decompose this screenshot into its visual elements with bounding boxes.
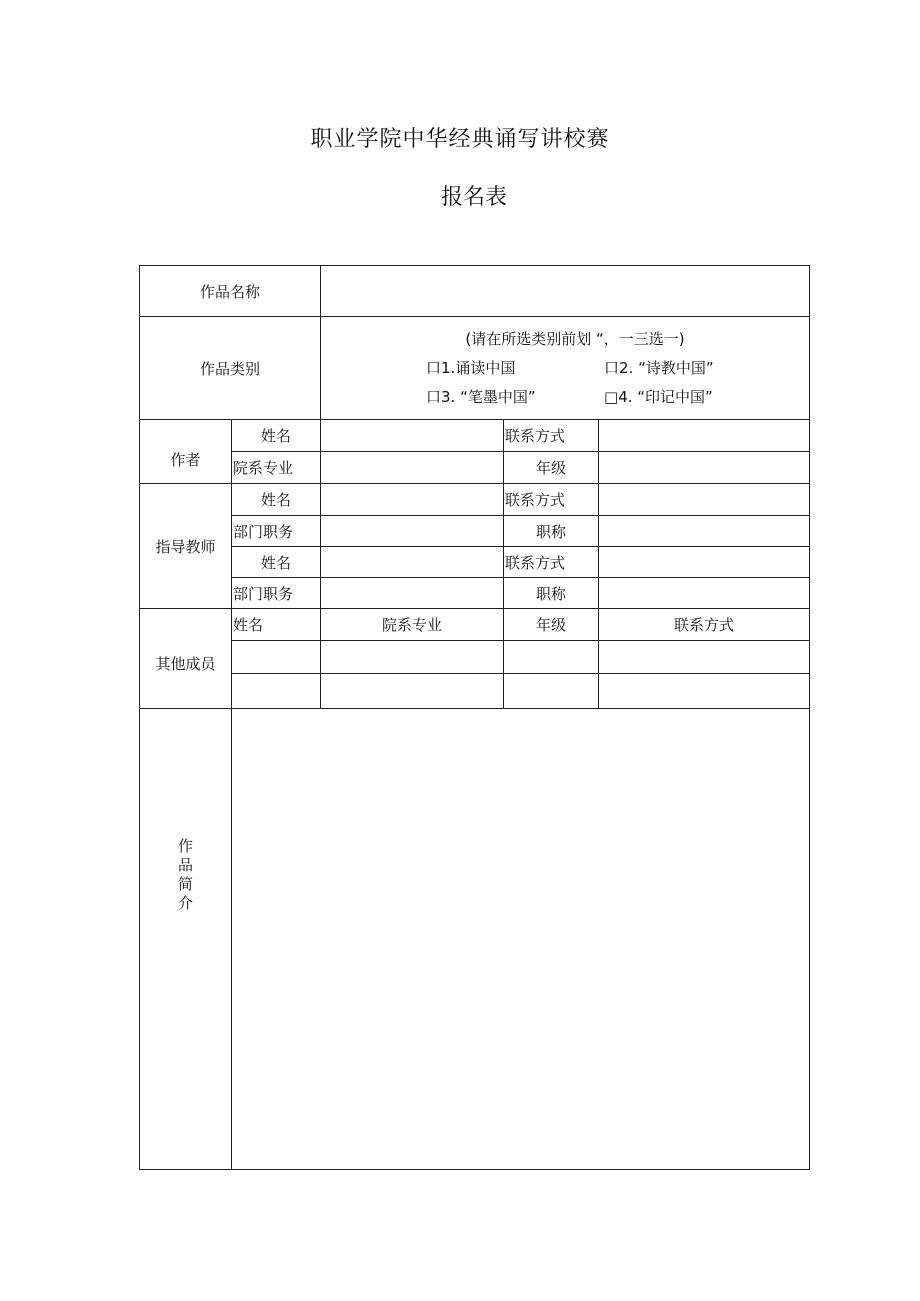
author-row-1 bbox=[140, 420, 810, 452]
teacher-row-2 bbox=[140, 516, 810, 547]
work-name-row bbox=[140, 266, 810, 317]
members-header-grade: 年级 bbox=[504, 609, 599, 641]
author-grade-field[interactable] bbox=[599, 452, 810, 484]
member1-contact-field[interactable] bbox=[599, 641, 810, 674]
work-name-field[interactable] bbox=[321, 266, 810, 317]
option-recite-checkbox[interactable]: 口1.诵读中国 bbox=[426, 358, 516, 377]
members-header-name: 姓名 bbox=[232, 609, 321, 641]
work-category-row bbox=[140, 317, 810, 420]
page-subtitle: 报名表 bbox=[440, 185, 507, 210]
author-name-label: 姓名 bbox=[232, 420, 321, 452]
author-contact-field[interactable] bbox=[599, 420, 810, 452]
member1-grade-field[interactable] bbox=[504, 641, 599, 674]
work-category-options bbox=[321, 317, 810, 420]
intro-label: 作品简介 bbox=[177, 837, 193, 912]
members-header-row bbox=[140, 609, 810, 641]
teacher1-title-label: 职称 bbox=[504, 516, 599, 547]
teacher2-contact-field[interactable] bbox=[599, 547, 810, 578]
category-instruction: (请在所选类别前划 “，一三选一) bbox=[465, 329, 685, 348]
teacher-row-3 bbox=[140, 547, 810, 578]
teacher2-title-label: 职称 bbox=[504, 578, 599, 609]
teacher1-contact-field[interactable] bbox=[599, 484, 810, 516]
teacher1-name-field[interactable] bbox=[321, 484, 504, 516]
intro-field[interactable] bbox=[232, 709, 810, 1170]
teacher2-title-field[interactable] bbox=[599, 578, 810, 609]
member1-dept-field[interactable] bbox=[321, 641, 504, 674]
members-header-dept: 院系专业 bbox=[321, 609, 504, 641]
members-label: 其他成员 bbox=[140, 609, 232, 709]
work-name-label: 作品名称 bbox=[140, 266, 321, 317]
author-label: 作者 bbox=[140, 420, 232, 484]
teacher2-position-field[interactable] bbox=[321, 578, 504, 609]
teacher-row-1 bbox=[140, 484, 810, 516]
member2-grade-field[interactable] bbox=[504, 674, 599, 709]
intro-label-cell bbox=[140, 709, 232, 1170]
option-calligraphy-checkbox[interactable]: 口3. “笔墨中国” bbox=[426, 387, 536, 406]
teacher2-position-label: 部门职务 bbox=[232, 578, 321, 609]
member2-dept-field[interactable] bbox=[321, 674, 504, 709]
member-row bbox=[140, 641, 810, 674]
author-name-field[interactable] bbox=[321, 420, 504, 452]
member-row bbox=[140, 674, 810, 709]
teacher1-position-label: 部门职务 bbox=[232, 516, 321, 547]
teacher-label: 指导教师 bbox=[140, 484, 232, 609]
teacher1-contact-label: 联系方式 bbox=[504, 484, 599, 516]
teacher2-contact-label: 联系方式 bbox=[504, 547, 599, 578]
members-header-contact: 联系方式 bbox=[599, 609, 810, 641]
teacher2-name-label: 姓名 bbox=[232, 547, 321, 578]
member2-name-field[interactable] bbox=[232, 674, 321, 709]
teacher1-position-field[interactable] bbox=[321, 516, 504, 547]
member1-name-field[interactable] bbox=[232, 641, 321, 674]
option-seal-checkbox[interactable]: □4. “印记中国” bbox=[604, 387, 713, 406]
teacher1-title-field[interactable] bbox=[599, 516, 810, 547]
teacher2-name-field[interactable] bbox=[321, 547, 504, 578]
teacher-row-4 bbox=[140, 578, 810, 609]
author-grade-label: 年级 bbox=[504, 452, 599, 484]
option-poetry-checkbox[interactable]: 口2. “诗教中国” bbox=[604, 358, 714, 377]
teacher1-name-label: 姓名 bbox=[232, 484, 321, 516]
intro-row bbox=[140, 709, 810, 1170]
member2-contact-field[interactable] bbox=[599, 674, 810, 709]
page-title: 职业学院中华经典诵写讲校赛 bbox=[310, 127, 610, 152]
author-dept-field[interactable] bbox=[321, 452, 504, 484]
author-contact-label: 联系方式 bbox=[504, 420, 599, 452]
registration-table bbox=[139, 265, 810, 1170]
author-row-2 bbox=[140, 452, 810, 484]
author-dept-label: 院系专业 bbox=[232, 452, 321, 484]
work-category-label: 作品类别 bbox=[140, 317, 321, 420]
